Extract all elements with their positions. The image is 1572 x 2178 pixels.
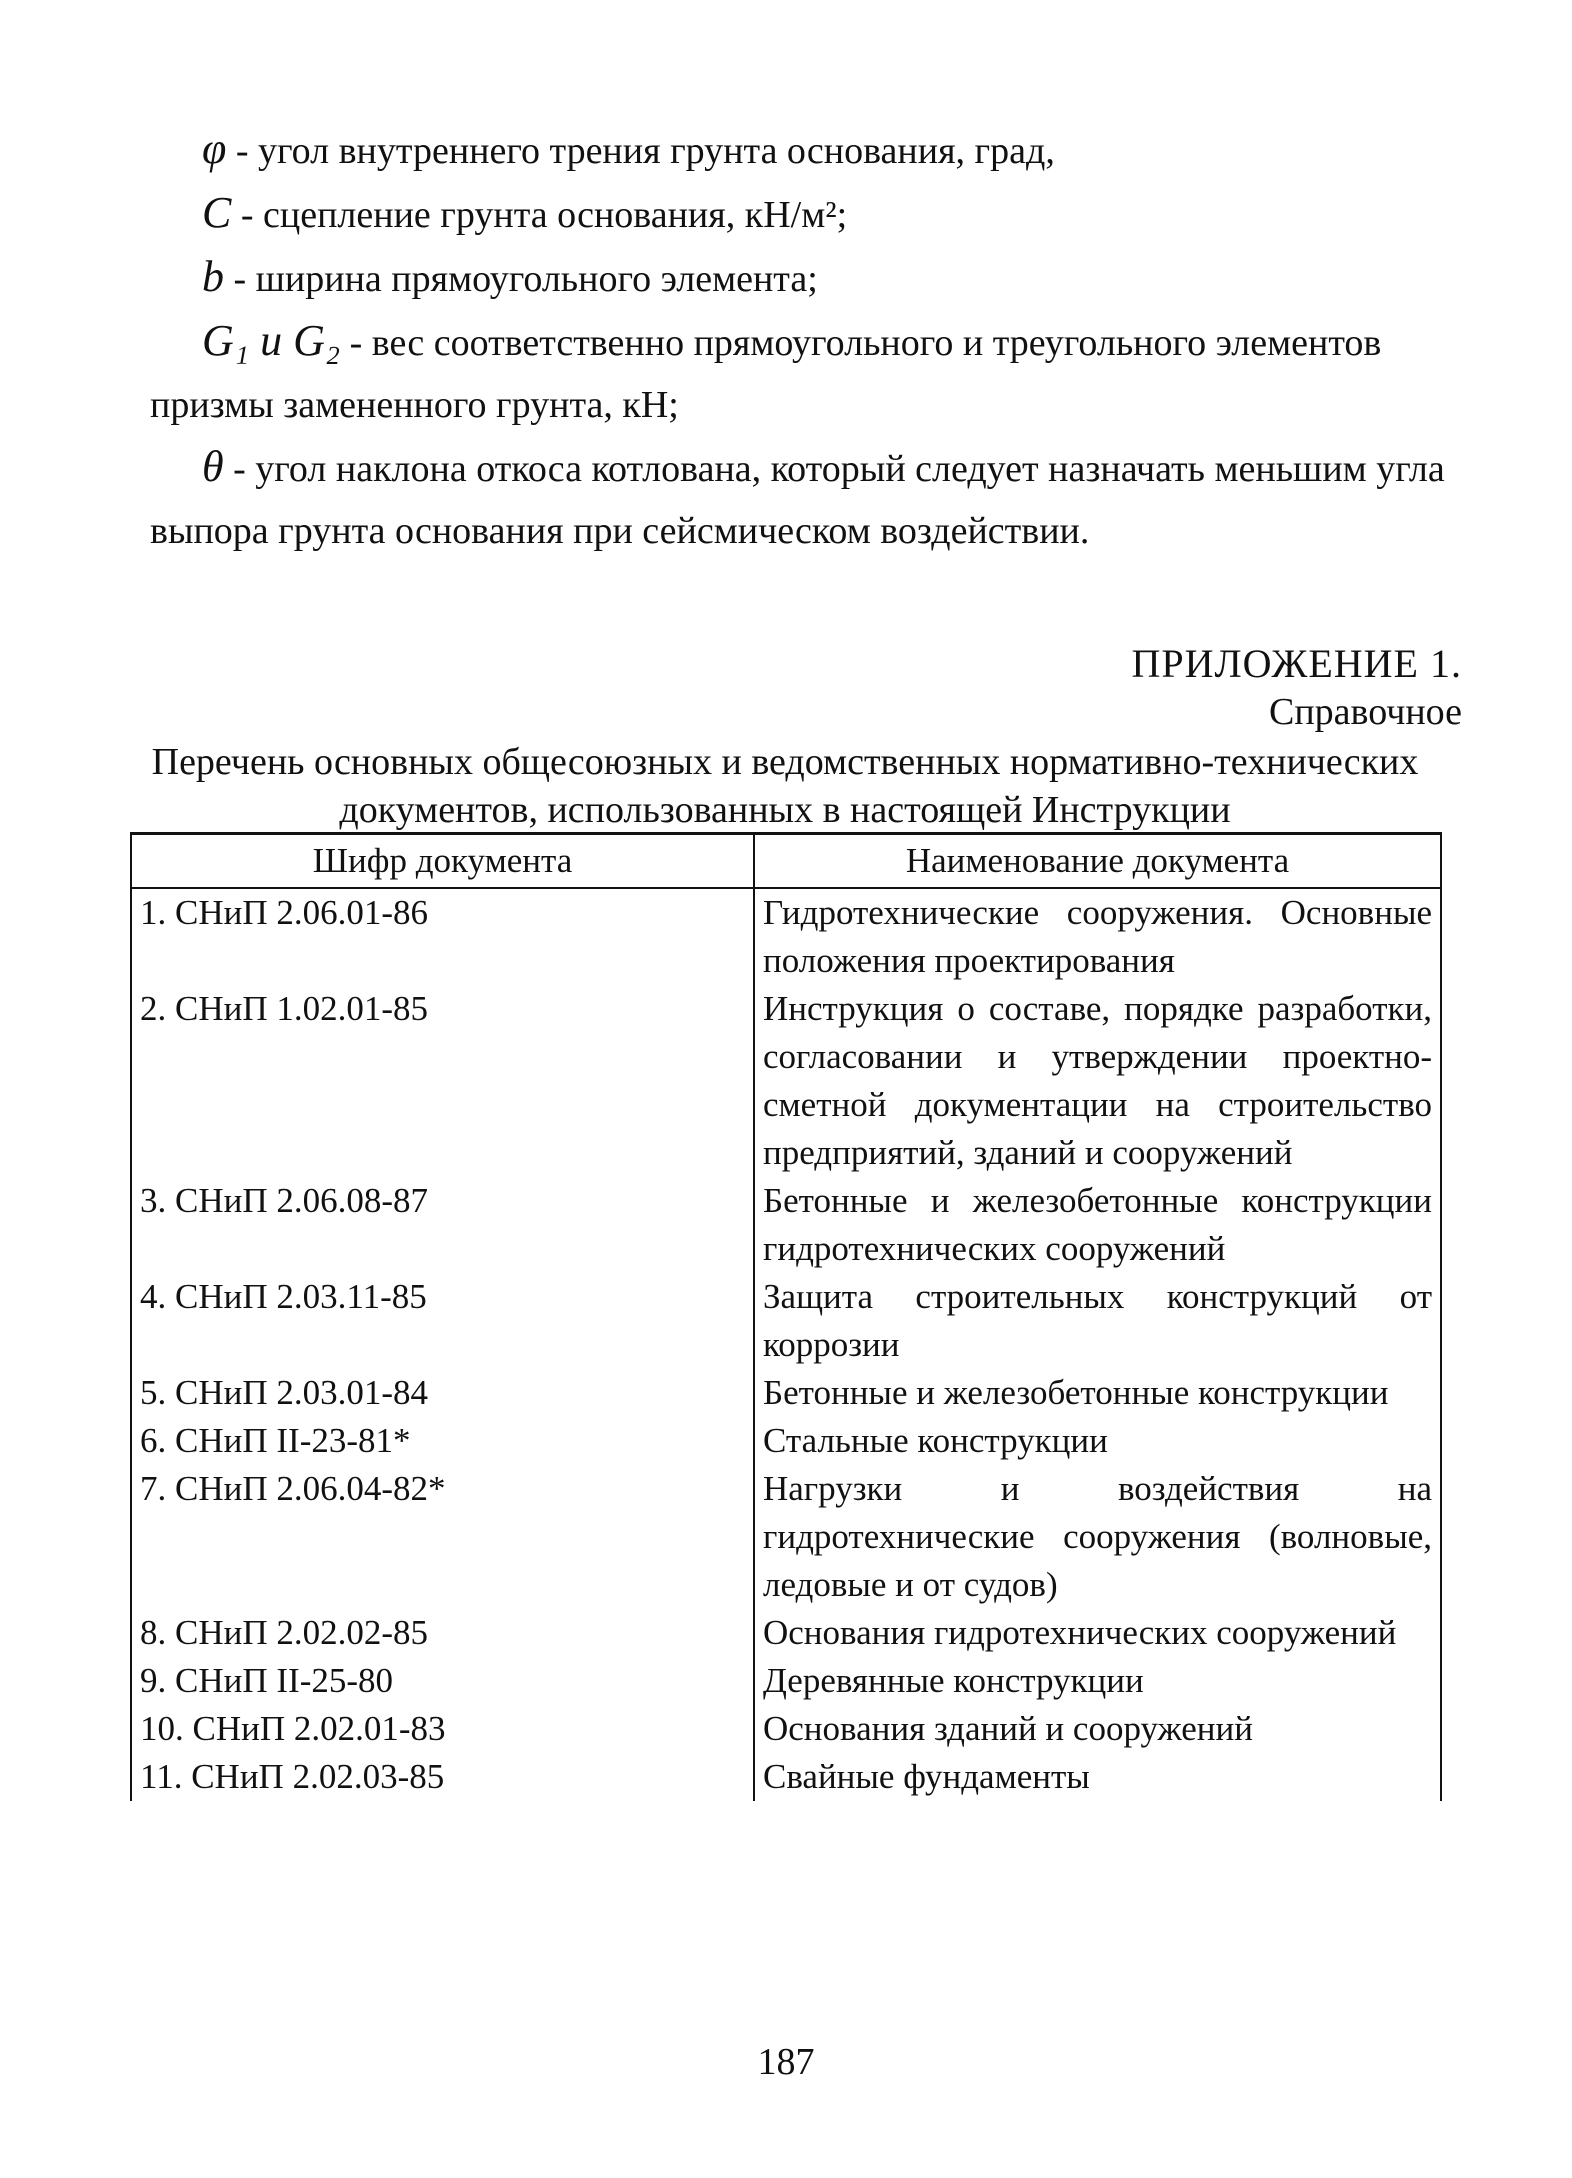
definition-text: - угол внутреннего трения грунта основания, град, — [226, 130, 1055, 172]
table-row — [131, 985, 1441, 1177]
definition-text: - вес соответственно прямоугольного и треугольного элементов призмы замененного грунта, кН; — [150, 322, 1382, 426]
definition-symbol: φ — [202, 124, 227, 173]
appendix-subtitle: Справочное — [1268, 691, 1462, 733]
document-name: Свайные фундаменты — [754, 1753, 1441, 1801]
table-header-row — [131, 834, 1441, 889]
table-row — [131, 1369, 1441, 1417]
table-row — [131, 1657, 1441, 1705]
definition-phi — [150, 118, 1465, 182]
document-code: 9. СНиП II-25-80 — [131, 1657, 754, 1705]
header-name: Наименование документа — [754, 834, 1441, 889]
table-row — [131, 1705, 1441, 1753]
symbol-definitions — [150, 118, 1465, 562]
document-name: Стальные конструкции — [754, 1417, 1441, 1465]
table-row — [131, 1465, 1441, 1609]
definition-text: - угол наклона откоса котлована, который следует назначать меньшим угла выпора грунта основания при сейсмическом воздействии. — [150, 448, 1445, 552]
document-code: 4. СНиП 2.03.11-85 — [131, 1273, 754, 1369]
document-name: Основания гидротехнических сооружений — [754, 1609, 1441, 1657]
document-code: 8. СНиП 2.02.02-85 — [131, 1609, 754, 1657]
document-name: Инструкция о составе, порядке разработки, согласовании и утверждении проектно-сметной документации на строительство предприятий, зданий и сооружений — [754, 985, 1441, 1177]
document-name: Защита строительных конструкций от коррозии — [754, 1273, 1441, 1369]
document-code: 10. СНиП 2.02.01-83 — [131, 1705, 754, 1753]
page-number: 187 — [757, 2041, 815, 2083]
document-code: 11. СНиП 2.02.03-85 — [131, 1753, 754, 1801]
documents-table — [130, 832, 1442, 1801]
table-row — [131, 1609, 1441, 1657]
table-row — [131, 888, 1441, 985]
table-body — [131, 888, 1441, 1801]
definition-g — [150, 310, 1465, 436]
definition-text: - ширина прямоугольного элемента; — [224, 258, 818, 300]
definition-symbol: θ — [202, 442, 224, 491]
definition-theta — [150, 436, 1465, 562]
definition-b — [150, 246, 1465, 310]
definition-symbol: C — [202, 188, 232, 237]
table-row — [131, 1273, 1441, 1369]
document-code: 2. СНиП 1.02.01-85 — [131, 985, 754, 1177]
document-name: Деревянные конструкции — [754, 1657, 1441, 1705]
document-code: 6. СНиП II-23-81* — [131, 1417, 754, 1465]
table-row — [131, 1417, 1441, 1465]
appendix-title: ПРИЛОЖЕНИЕ 1. — [1131, 641, 1462, 686]
document-name: Гидротехнические сооружения. Основные положения проектирования — [754, 888, 1441, 985]
definition-c — [150, 182, 1465, 246]
document-name: Бетонные и железобетонные конструкции — [754, 1369, 1441, 1417]
document-code: 7. СНиП 2.06.04-82* — [131, 1465, 754, 1609]
table-row — [131, 1753, 1441, 1801]
header-code: Шифр документа — [131, 834, 754, 889]
table-caption: Перечень основных общесоюзных и ведомственных нормативно-технических документов, использованных в настоящей Инструкции — [151, 741, 1419, 831]
definition-symbol: G₁ и G₂ — [202, 316, 341, 365]
document-code: 5. СНиП 2.03.01-84 — [131, 1369, 754, 1417]
document-code: 1. СНиП 2.06.01-86 — [131, 888, 754, 985]
definition-text: - сцепление грунта основания, кН/м²; — [231, 194, 848, 236]
document-code: 3. СНиП 2.06.08-87 — [131, 1177, 754, 1273]
document-name: Основания зданий и сооружений — [754, 1705, 1441, 1753]
document-name: Бетонные и железобетонные конструкции гидротехнических сооружений — [754, 1177, 1441, 1273]
table-row — [131, 1177, 1441, 1273]
document-name: Нагрузки и воздействия на гидротехнические сооружения (волновые, ледовые и от судов) — [754, 1465, 1441, 1609]
definition-symbol: b — [202, 252, 224, 301]
